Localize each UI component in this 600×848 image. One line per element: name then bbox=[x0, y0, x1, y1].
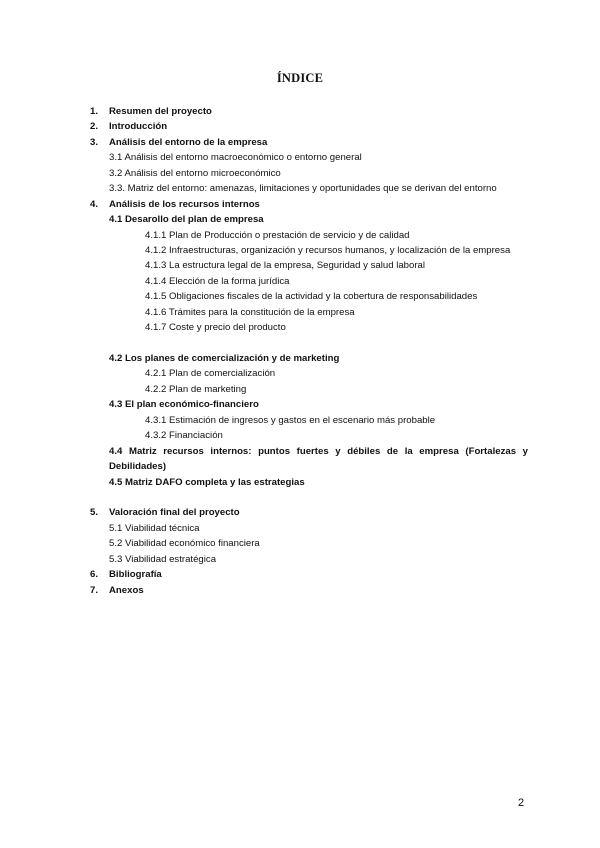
toc-item-label: 3.3. Matriz del entorno: amenazas, limitaciones y oportunidades que se derivan del entorno bbox=[109, 183, 497, 195]
toc-item-label: 4.1.2 Infraestructuras, organización y recursos humanos, y localización de la empresa bbox=[145, 244, 511, 256]
toc-item-7 bbox=[0, 583, 600, 598]
toc-item-label: 5.3 Viabilidad estratégica bbox=[109, 553, 217, 565]
toc-item-4-1-6 bbox=[0, 305, 600, 320]
toc-item-4-1-1 bbox=[0, 228, 600, 243]
toc-item-label: 4.1.4 Elección de la forma jurídica bbox=[145, 275, 290, 287]
table-of-contents bbox=[0, 104, 600, 598]
toc-item-label: Introducción bbox=[109, 121, 168, 133]
toc-item-number: 6. bbox=[90, 569, 99, 581]
toc-item-4-2 bbox=[0, 351, 600, 366]
toc-item-6 bbox=[0, 567, 600, 582]
toc-item-5-1 bbox=[0, 521, 600, 536]
toc-item-3 bbox=[0, 135, 600, 150]
toc-item-label: 4.2 Los planes de comercialización y de marketing bbox=[109, 353, 340, 364]
toc-item-4-4: 4.4 Matriz recursos internos: puntos fuertes y débiles de la empresa (Fortalezas y Debilidades) bbox=[109, 445, 528, 473]
page-number: 2 bbox=[518, 797, 525, 809]
toc-item-4-2-1 bbox=[0, 366, 600, 381]
toc-item-label: 4.3 El plan económico-financiero bbox=[109, 399, 259, 411]
toc-item-label: 4.1.1 Plan de Producción o prestación de servicio y de calidad bbox=[145, 229, 410, 241]
toc-item-3-3 bbox=[0, 181, 600, 196]
toc-item-4-5 bbox=[0, 475, 600, 490]
toc-item-label: 4.3.2 Financiación bbox=[145, 430, 223, 442]
toc-item-5 bbox=[0, 505, 600, 520]
toc-item-label: 4.1.5 Obligaciones fiscales de la actividad y la cobertura de responsabilidades bbox=[145, 291, 478, 303]
toc-item-label: 4.2.2 Plan de marketing bbox=[145, 383, 247, 395]
toc-item-4-3 bbox=[0, 397, 600, 412]
toc-item-number: 3. bbox=[90, 136, 99, 148]
toc-item-number: 4. bbox=[90, 198, 99, 210]
toc-item-4-3-1 bbox=[0, 413, 600, 428]
toc-item-4-2-2 bbox=[0, 382, 600, 397]
page-title: ÍNDICE bbox=[276, 71, 324, 85]
toc-item-number: 1. bbox=[90, 106, 99, 117]
toc-item-label: 4.1 Desarollo del plan de empresa bbox=[109, 214, 264, 226]
toc-item-3-2 bbox=[0, 166, 600, 181]
toc-item-label: Análisis de los recursos internos bbox=[109, 198, 260, 210]
toc-item-label: Anexos bbox=[109, 584, 144, 596]
toc-item-4 bbox=[0, 197, 600, 212]
toc-item-label: 4.3.1 Estimación de ingresos y gastos en el escenario más probable bbox=[145, 414, 436, 426]
toc-item-1 bbox=[0, 104, 600, 119]
toc-item-label: 5.1 Viabilidad técnica bbox=[109, 522, 200, 534]
toc-item-2 bbox=[0, 119, 600, 134]
toc-item-label: 4.1.3 La estructura legal de la empresa, Seguridad y salud laboral bbox=[145, 260, 425, 272]
toc-item-4-1-5 bbox=[0, 289, 600, 304]
toc-item-label: 4.1.7 Coste y precio del producto bbox=[145, 322, 286, 334]
toc-item-4-1-3 bbox=[0, 258, 600, 273]
toc-item-3-1 bbox=[0, 150, 600, 165]
toc-spacer bbox=[0, 490, 600, 505]
toc-item-4-1-4 bbox=[0, 274, 600, 289]
toc-item-4-1 bbox=[0, 212, 600, 227]
toc-item-4-3-2 bbox=[0, 428, 600, 443]
toc-item-label: 3.2 Análisis del entorno microeconómico bbox=[109, 167, 281, 179]
toc-spacer bbox=[0, 336, 600, 351]
toc-item-4-1-2 bbox=[0, 243, 600, 258]
toc-item-label: 3.1 Análisis del entorno macroeconómico o entorno general bbox=[109, 152, 362, 164]
toc-item-label: Resumen del proyecto bbox=[109, 106, 212, 117]
toc-item-label: Valoración final del proyecto bbox=[109, 507, 240, 519]
toc-item-label: 5.2 Viabilidad económico financiera bbox=[109, 538, 260, 550]
toc-item-number: 5. bbox=[90, 507, 99, 519]
toc-item-number: 2. bbox=[90, 121, 99, 133]
toc-item-label: 4.1.6 Trámites para la constitución de la empresa bbox=[145, 306, 355, 318]
toc-item-4-1-7 bbox=[0, 320, 600, 335]
toc-item-label: 4.5 Matriz DAFO completa y las estrategias bbox=[109, 476, 305, 488]
toc-item-number: 7. bbox=[90, 584, 99, 596]
toc-item-label: Análisis del entorno de la empresa bbox=[109, 136, 268, 148]
toc-item-5-3 bbox=[0, 552, 600, 567]
toc-item-5-2 bbox=[0, 536, 600, 551]
toc-item-label: 4.2.1 Plan de comercialización bbox=[145, 368, 276, 380]
toc-item-label: Bibliografía bbox=[109, 569, 162, 581]
